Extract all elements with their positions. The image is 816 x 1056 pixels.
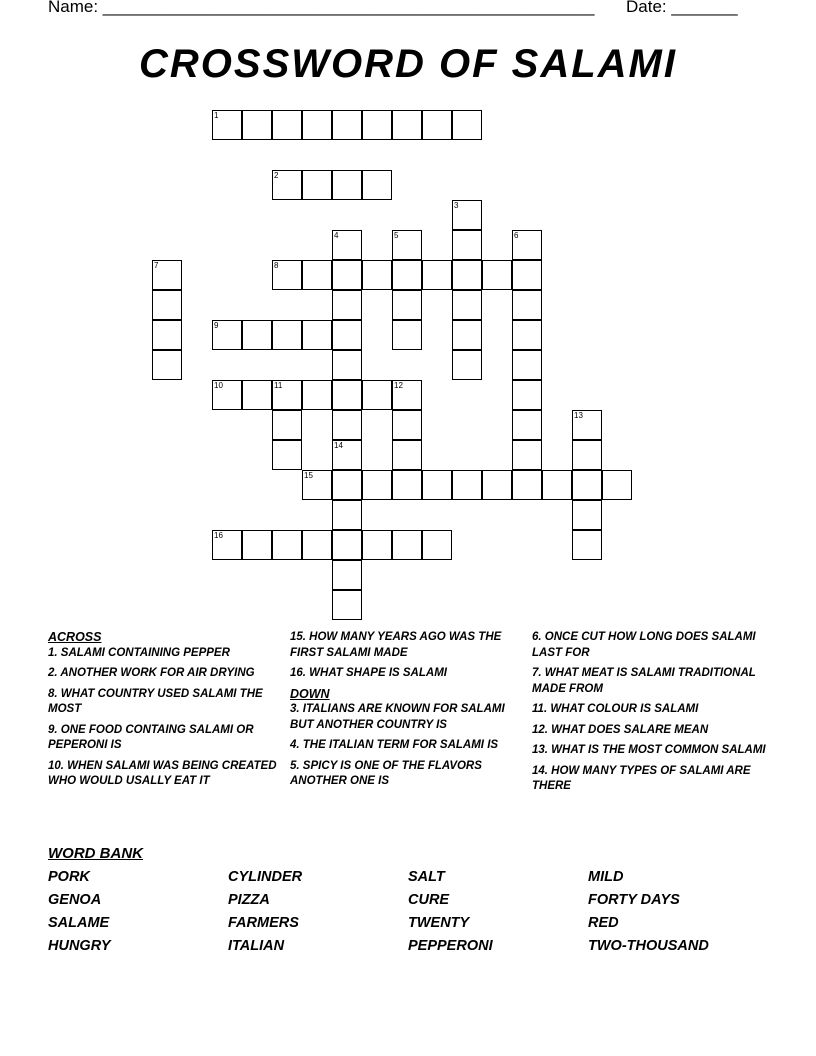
crossword-cell[interactable] [572,470,602,500]
down-clue: 4. THE ITALIAN TERM FOR SALAMI IS [290,739,499,751]
word-bank-item: PORK [48,869,90,885]
crossword-cell[interactable] [152,260,182,290]
crossword-cell[interactable] [452,230,482,260]
crossword-cell[interactable] [482,470,512,500]
crossword-cell[interactable] [452,350,482,380]
crossword-cell[interactable] [332,260,362,290]
crossword-cell[interactable] [152,320,182,350]
crossword-cell[interactable] [572,410,602,440]
down-clue: 14. HOW MANY TYPES OF SALAMI ARE THERE [532,764,751,792]
crossword-cell[interactable] [392,110,422,140]
crossword-cell[interactable] [272,170,302,200]
crossword-cell[interactable] [272,410,302,440]
crossword-cell[interactable] [152,350,182,380]
crossword-cell[interactable] [272,530,302,560]
word-bank-item: MILD [588,869,624,885]
clue-number: 2 [274,171,279,180]
clue-number: 15 [304,471,313,480]
crossword-cell[interactable] [512,320,542,350]
crossword-cell[interactable] [512,230,542,260]
crossword-cell[interactable] [452,260,482,290]
crossword-cell[interactable] [452,290,482,320]
clue-number: 8 [274,261,279,270]
crossword-cell[interactable] [332,560,362,590]
across-clue: 8. WHAT COUNTRY USED SALAMI THE MOST [48,687,263,715]
crossword-cell[interactable] [272,260,302,290]
crossword-cell[interactable] [362,380,392,410]
crossword-cell[interactable] [512,290,542,320]
crossword-cell[interactable] [302,260,332,290]
crossword-cell[interactable] [512,350,542,380]
word-bank-item: TWENTY [408,915,470,931]
date-field: Date: _______ [626,0,738,16]
crossword-cell[interactable] [332,170,362,200]
crossword-cell[interactable] [422,530,452,560]
crossword-cell[interactable] [302,170,332,200]
clue-number: 14 [334,441,343,450]
crossword-cell[interactable] [302,530,332,560]
crossword-cell[interactable] [332,380,362,410]
word-bank-title: WORD BANK [48,845,143,862]
across-clue: 16. WHAT SHAPE IS SALAMI [290,667,447,679]
crossword-cell[interactable] [392,470,422,500]
crossword-cell[interactable] [362,260,392,290]
crossword-cell[interactable] [302,470,332,500]
clue-number: 11 [274,381,283,390]
crossword-cell[interactable] [212,110,242,140]
crossword-cell[interactable] [452,200,482,230]
crossword-cell[interactable] [512,380,542,410]
crossword-cell[interactable] [512,260,542,290]
down-clue: 3. ITALIANS ARE KNOWN FOR SALAMI BUT ANOTHER COUNTRY IS [290,703,505,731]
crossword-cell[interactable] [242,110,272,140]
crossword-cell[interactable] [212,380,242,410]
crossword-cell[interactable] [362,470,392,500]
crossword-cell[interactable] [242,320,272,350]
clues-column-3 [532,630,772,800]
crossword-cell[interactable] [392,320,422,350]
crossword-cell[interactable] [272,380,302,410]
clue-number: 3 [454,201,459,210]
word-bank-item: GENOA [48,892,102,908]
crossword-cell[interactable] [512,470,542,500]
crossword-cell[interactable] [272,440,302,470]
crossword-cell[interactable] [392,230,422,260]
clue-number: 7 [154,261,159,270]
down-clue: 6. ONCE CUT HOW LONG DOES SALAMI LAST FOR [532,631,756,659]
word-bank-item: RED [588,915,619,931]
crossword-cell[interactable] [392,410,422,440]
clue-number: 6 [514,231,519,240]
clue-number: 16 [214,531,223,540]
crossword-cell[interactable] [212,320,242,350]
down-clue: 5. SPICY IS ONE OF THE FLAVORS ANOTHER ONE IS [290,759,482,787]
across-clue: 10. WHEN SALAMI WAS BEING CREATED WHO WOULD USALLY EAT IT [48,759,277,787]
word-bank-item: TWO-THOUSAND [588,938,709,954]
crossword-cell[interactable] [302,110,332,140]
crossword-cell[interactable] [422,470,452,500]
crossword-cell[interactable] [332,350,362,380]
crossword-cell[interactable] [332,530,362,560]
crossword-cell[interactable] [572,530,602,560]
crossword-cell[interactable] [332,110,362,140]
word-bank-item: CYLINDER [228,869,303,885]
crossword-cell[interactable] [452,320,482,350]
word-bank-item: SALAME [48,915,110,931]
crossword-cell[interactable] [452,110,482,140]
word-bank-item: ITALIAN [228,938,285,954]
clue-number: 5 [394,231,399,240]
crossword-cell[interactable] [242,530,272,560]
down-clue: 13. WHAT IS THE MOST COMMON SALAMI [532,744,766,756]
crossword-cell[interactable] [332,500,362,530]
down-clue: 12. WHAT DOES SALARE MEAN [532,723,709,736]
crossword-cell[interactable] [302,320,332,350]
crossword-cell[interactable] [452,470,482,500]
crossword-cell[interactable] [512,440,542,470]
across-clue: 9. ONE FOOD CONTAING SALAMI OR PEPERONI IS [48,723,254,751]
down-clue: 11. WHAT COLOUR IS SALAMI [532,703,699,715]
word-bank-item: HUNGRY [48,938,111,954]
word-bank-item: PIZZA [228,892,270,908]
clue-number: 12 [394,381,403,390]
crossword-cell[interactable] [392,380,422,410]
clue-number: 10 [214,381,223,390]
crossword-cell[interactable] [242,380,272,410]
crossword-cell[interactable] [602,470,632,500]
crossword-cell[interactable] [482,260,512,290]
across-heading: ACROSS [48,630,102,644]
crossword-cell[interactable] [332,230,362,260]
crossword-cell[interactable] [302,380,332,410]
clue-number: 4 [334,231,339,240]
crossword-cell[interactable] [152,290,182,320]
crossword-cell[interactable] [392,290,422,320]
crossword-cell[interactable] [542,470,572,500]
across-clue: 1. SALAMI CONTAINING PEPPER [48,646,230,659]
crossword-cell[interactable] [362,170,392,200]
down-clue: 7. WHAT MEAT IS SALAMI TRADITIONAL MADE FROM [532,667,756,695]
crossword-cell[interactable] [272,320,302,350]
crossword-cell[interactable] [272,110,302,140]
crossword-cell[interactable] [392,260,422,290]
crossword-cell[interactable] [332,290,362,320]
crossword-cell[interactable] [332,410,362,440]
crossword-cell[interactable] [362,530,392,560]
crossword-cell[interactable] [332,590,362,620]
down-heading: DOWN [290,686,330,701]
across-clue: 2. ANOTHER WORK FOR AIR DRYING [48,667,255,679]
clues-column-1 [48,630,282,795]
across-clue: 15. HOW MANY YEARS AGO WAS THE FIRST SALAMI MADE [290,631,502,659]
crossword-cell[interactable] [332,440,362,470]
crossword-cell[interactable] [422,260,452,290]
crossword-cell[interactable] [572,500,602,530]
clues-column-2 [290,630,526,795]
clue-number: 13 [574,411,583,420]
crossword-cell[interactable] [332,470,362,500]
crossword-cell[interactable] [212,530,242,560]
clue-number: 9 [214,321,219,330]
crossword-cell[interactable] [392,440,422,470]
crossword-cell[interactable] [392,530,422,560]
crossword-cell[interactable] [512,410,542,440]
word-bank-item: FORTY DAYS [588,892,680,908]
word-bank-item: PEPPERONI [408,938,493,954]
crossword-cell[interactable] [572,440,602,470]
word-bank-item: FARMERS [228,915,299,931]
word-bank [48,868,768,955]
crossword-cell[interactable] [362,110,392,140]
clue-number: 1 [214,111,219,120]
word-bank-item: CURE [408,892,450,908]
crossword-cell[interactable] [332,320,362,350]
name-field: Name: ____________________________________________________ [48,0,595,16]
crossword-cell[interactable] [422,110,452,140]
word-bank-item: SALT [408,869,445,885]
page-title: CROSSWORD OF SALAMI [139,42,677,86]
